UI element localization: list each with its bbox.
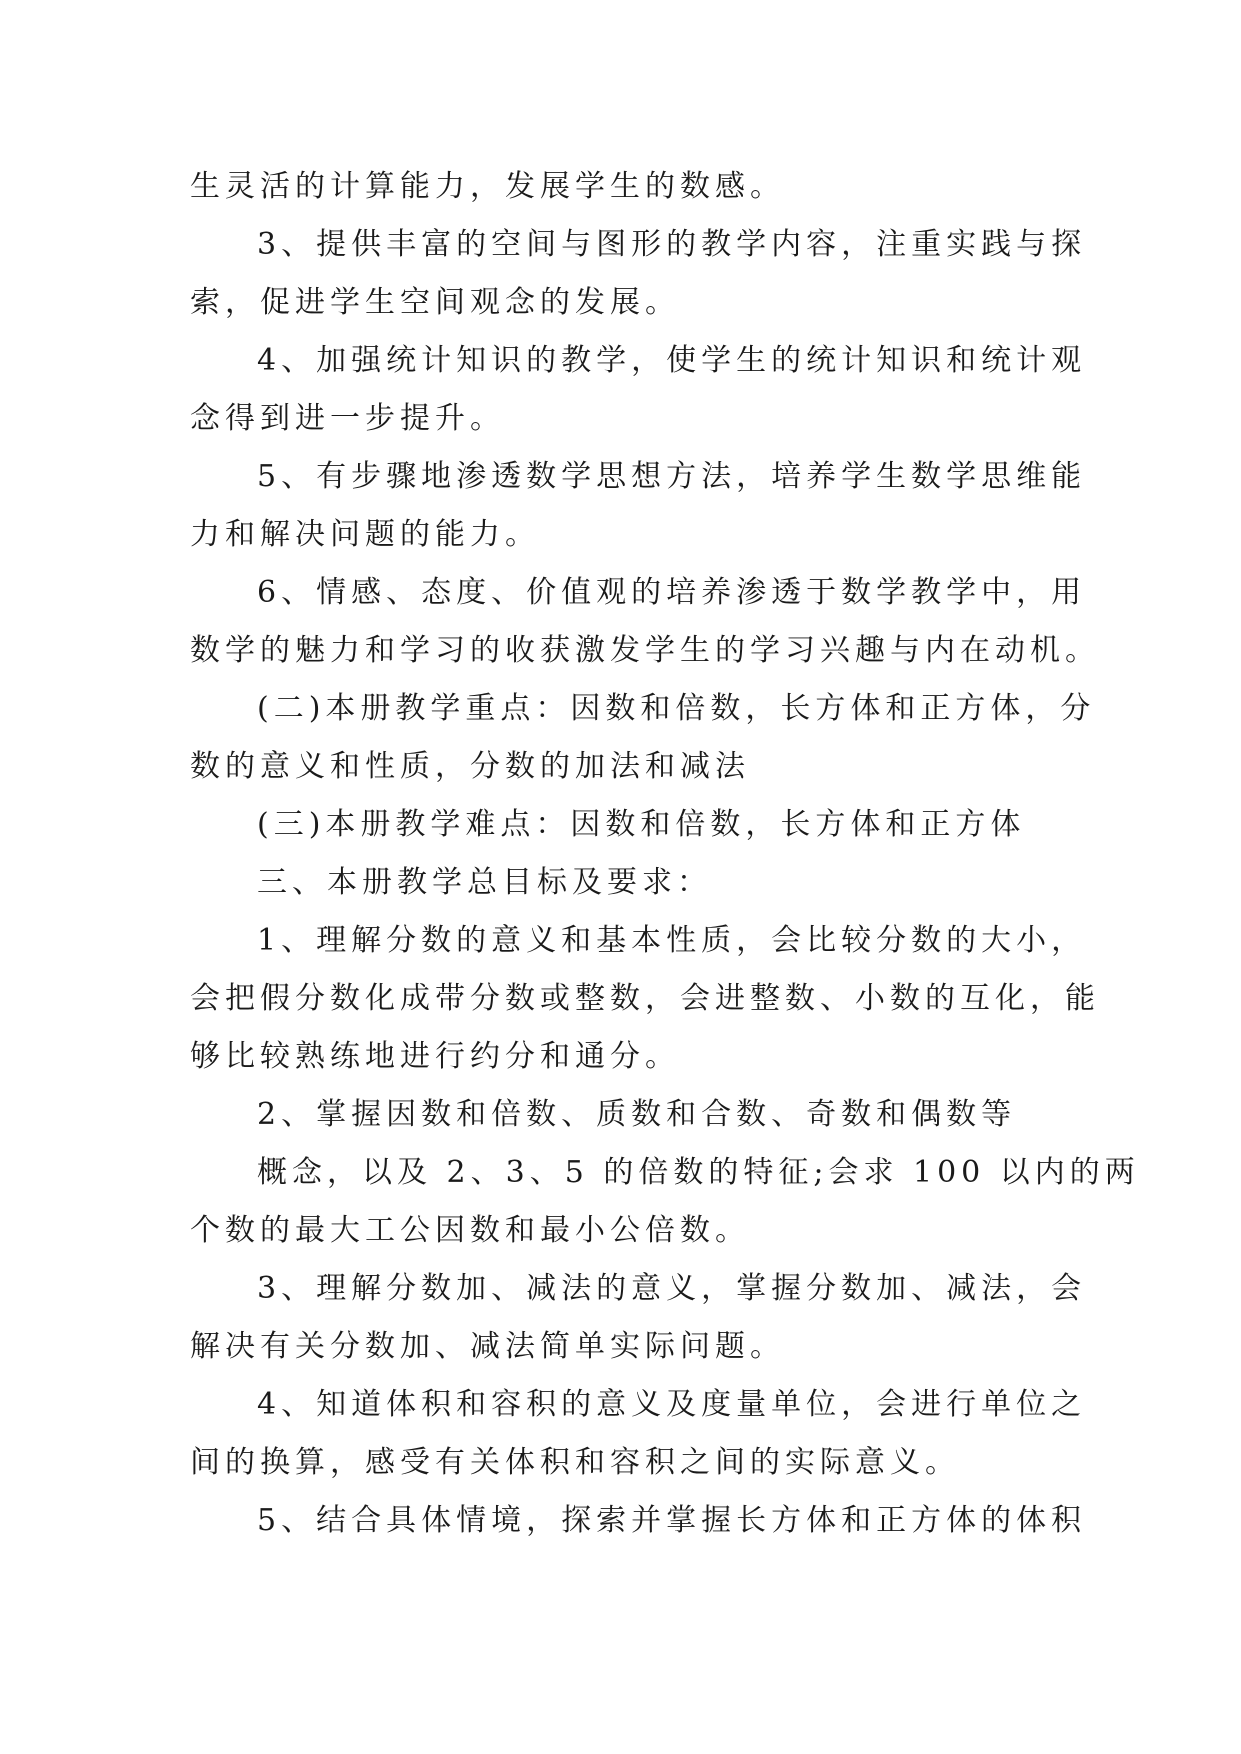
text-line: 数的意义和性质，分数的加法和减法 [190, 749, 750, 784]
text-line: 念得到进一步提升。 [190, 401, 505, 436]
text-line: (二)本册教学重点：因数和倍数，长方体和正方体，分 [257, 691, 1096, 726]
text-line: 数学的魅力和学习的收获激发学生的学习兴趣与内在动机。 [190, 633, 1100, 668]
text-line: 间的换算，感受有关体积和容积之间的实际意义。 [190, 1445, 960, 1480]
text-line: 4、知道体积和容积的意义及度量单位，会进行单位之 [257, 1387, 1087, 1422]
text-line: 个数的最大工公因数和最小公倍数。 [190, 1213, 750, 1248]
text-line: 力和解决问题的能力。 [190, 517, 540, 552]
text-line: 2、掌握因数和倍数、质数和合数、奇数和偶数等 [257, 1097, 1017, 1132]
text-line: 5、有步骤地渗透数学思想方法，培养学生数学思维能 [257, 459, 1087, 494]
text-line: 3、理解分数加、减法的意义，掌握分数加、减法，会 [257, 1271, 1087, 1306]
text-line: 会把假分数化成带分数或整数，会进整数、小数的互化，能 [190, 981, 1100, 1016]
text-line: 4、加强统计知识的教学，使学生的统计知识和统计观 [257, 343, 1087, 378]
text-line: 索，促进学生空间观念的发展。 [190, 285, 680, 320]
text-line: (三)本册教学难点：因数和倍数，长方体和正方体 [257, 807, 1026, 842]
text-line: 3、提供丰富的空间与图形的教学内容，注重实践与探 [257, 227, 1087, 262]
text-line: 够比较熟练地进行约分和通分。 [190, 1039, 680, 1074]
text-line: 1、理解分数的意义和基本性质，会比较分数的大小， [257, 923, 1087, 958]
text-line: 三、本册教学总目标及要求： [257, 865, 712, 900]
text-line: 6、情感、态度、价值观的培养渗透于数学教学中，用 [257, 575, 1087, 610]
text-line: 5、结合具体情境，探索并掌握长方体和正方体的体积 [257, 1503, 1087, 1538]
text-line: 概念，以及 2、3、5 的倍数的特征;会求 100 以内的两 [257, 1155, 1140, 1190]
text-line: 生灵活的计算能力，发展学生的数感。 [190, 169, 785, 204]
text-line: 解决有关分数加、减法简单实际问题。 [190, 1329, 785, 1364]
